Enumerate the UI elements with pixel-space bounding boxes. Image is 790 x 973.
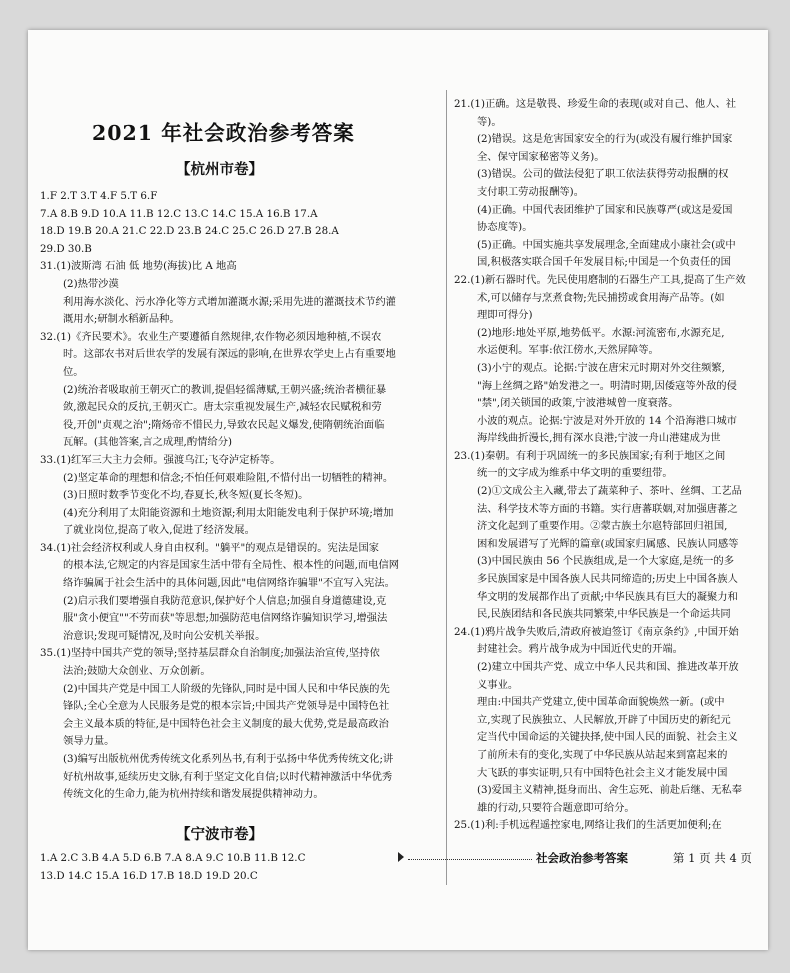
ningbo-answers <box>40 850 440 885</box>
answer-line: 服"贪小便宜""不劳而获"等思想;加强防范电信网络诈骗知识学习,增强法 <box>63 612 388 625</box>
answer-line: (2)热带沙漠 <box>63 277 119 290</box>
answer-line: (4)充分利用了太阳能资源和土地资源;利用太阳能发电利于保护环境;增加 <box>63 506 394 519</box>
answer-line: 瓦解。(其他答案,言之成理,酌情给分) <box>63 436 233 449</box>
answer-line: 法治;鼓励大众创业、万众创新。 <box>63 665 211 678</box>
answer-line: 水运便利。军事:依江傍水,天然屏障等。 <box>477 344 659 357</box>
answer-line: 32.(1)《齐民要术》。农业生产要遵循自然规律,农作物必须因地种植,不误农 <box>40 330 382 343</box>
section-hangzhou: 【杭州市卷】 <box>176 161 263 178</box>
answer-line: (2)①文成公主入藏,带去了蔬菜种子、茶叶、丝绸、工艺品 <box>477 485 742 498</box>
hangzhou-answers <box>40 188 440 804</box>
answer-line: 13.D 14.C 15.A 16.D 17.B 18.D 19.D 20.C <box>40 869 258 882</box>
answer-line: (2)坚定革命的理想和信念;不怕任何艰难险阻,不惜付出一切牺牲的精神。 <box>63 471 394 484</box>
answer-line: 的根本法,它规定的内容是国家生活中带有全局性、根本性的问题,而电信网 <box>63 559 400 572</box>
column-divider <box>446 90 447 885</box>
answer-line: 济文化起到了重要作用。②蒙古族土尔扈特部回归祖国, <box>477 520 728 533</box>
answer-line: 络诈骗属于社会生活中的具体问题,因此"电信网络诈骗罪"不宜写入宪法。 <box>63 577 395 590</box>
answer-line: 多民族国家是中国各族人民共同缔造的;历史上中国各族人 <box>477 573 738 586</box>
answer-line: 定当代中国命运的关键抉择,使中国人民的面貌、社会主义 <box>477 731 738 744</box>
answer-line: (4)正确。中国代表团维护了国家和民族尊严(或这是爱国 <box>477 203 733 216</box>
answer-line: 18.D 19.B 20.A 21.C 22.D 23.B 24.C 25.C 26.D 27.B 28.A <box>40 225 339 238</box>
answer-line: 统一的文字成为维系中华文明的重要纽带。 <box>477 467 673 480</box>
answer-sheet <box>28 30 768 950</box>
page-number: 第 1 页 共 4 页 <box>673 851 752 865</box>
answer-line: 民,民族团结和各民族共同繁荣,中华民族是一个命运共同 <box>477 608 731 621</box>
answer-line: 25.(1)利:手机远程遥控家电,网络让我们的生活更加便利;在 <box>454 819 722 832</box>
answer-line: 21.(1)正确。这是敬畏、珍爱生命的表现(或对自己、他人、社 <box>454 98 737 110</box>
answer-line: (3)爱国主义精神,挺身而出、舍生忘死、前赴后继、无私奉 <box>477 784 742 797</box>
answer-line: 雄的行动,只要符合题意即可给分。 <box>477 801 635 814</box>
answer-line: 1.F 2.T 3.T 4.F 5.T 6.F <box>40 190 158 202</box>
answer-line: 治意识;发现可疑情况,及时向公安机关举报。 <box>63 629 266 642</box>
answer-line: (3)日照时数季节变化不均,春夏长,秋冬短(夏长冬短)。 <box>63 489 309 502</box>
answer-line: 了就业岗位,提高了收入,促进了经济发展。 <box>63 524 255 537</box>
answer-line: 法、科学技术等方面的书籍。实行唐蕃联姻,对加强唐蕃之 <box>477 502 738 515</box>
answer-line: 敛,激起民众的反抗,王朝灭亡。唐太宗重视发展生产,减轻农民赋税和劳 <box>63 401 382 414</box>
page-footer <box>398 850 768 870</box>
answer-line: 大飞跃的事实证明,只有中国特色社会主义才能发展中国 <box>477 766 728 779</box>
answer-line: 传统文化的生命力,能为杭州持续和谐发展提供精神动力。 <box>63 788 324 801</box>
answer-line: 会主义最本质的特征,是中国特色社会主义制度的最大优势,党是最高政治 <box>63 717 389 730</box>
answer-line: 领导力量。 <box>63 735 115 748</box>
answer-line: 海岸线曲折漫长,拥有深水良港;宁波一舟山港建成为世 <box>477 432 721 445</box>
answer-line: (5)正确。中国实施共享发展理念,全面建成小康社会(或中 <box>477 238 736 251</box>
answer-line: 了前所未有的变化,实现了中华民族从站起来到富起来的 <box>477 748 728 761</box>
answer-line: 小波的观点。论据:宁波是对外开放的 14 个沿海港口城市 <box>477 414 737 427</box>
answer-line: 义事业。 <box>477 678 519 691</box>
answer-line: 锋队;全心全意为人民服务是党的根本宗旨;中国共产党领导是中国特色社 <box>63 700 390 713</box>
answer-line: 1.A 2.C 3.B 4.A 5.D 6.B 7.A 8.A 9.C 10.B 11.B 12.C <box>40 852 306 864</box>
answer-line: 支付职工劳动报酬等)。 <box>477 185 584 198</box>
answer-line: 理即可得分) <box>477 309 533 322</box>
answer-line: 立,实现了民族独立、人民解放,开辟了中国历史的新纪元 <box>477 713 731 726</box>
answer-line: (3)小宁的观点。论据:宁波在唐宋元时期对外交往频繁, <box>477 361 725 374</box>
answer-line: 困和发展谱写了光辉的篇章(或国家归属感、民族认同感等 <box>477 537 739 550</box>
arrow-right-icon <box>398 852 404 862</box>
answer-line: 利用海水淡化、污水净化等方式增加灌溉水源;采用先进的灌溉技术节约灌 <box>63 295 396 308</box>
answer-line: 全、保守国家秘密等义务)。 <box>477 150 605 163</box>
answer-line: (2)错误。这是危害国家安全的行为(或没有履行维护国家 <box>477 133 733 146</box>
answer-line: 时。这部农书对后世农学的发展有深远的影响,在世界农学史上占有重要地 <box>63 348 396 361</box>
answer-line: (2)中国共产党是中国工人阶级的先锋队,同时是中国人民和中华民族的先 <box>63 682 390 695</box>
answer-line: 国,积极落实联合国千年发展目标;中国是一个负责任的国 <box>477 256 731 269</box>
answer-line: 29.D 30.B <box>40 242 92 255</box>
answer-line: 35.(1)坚持中国共产党的领导;坚持基层群众自治制度;加强法治宣传,坚持依 <box>40 647 380 660</box>
answer-line: 华文明的发展都作出了贡献;中华民族具有巨大的凝聚力和 <box>477 590 738 603</box>
answer-line: (2)统治者吸取前王朝灭亡的教训,提倡轻徭薄赋,王朝兴盛;统治者横征暴 <box>63 383 387 396</box>
dotted-leader <box>408 859 532 860</box>
answer-line: 术,可以储存与烹煮食物;先民捕捞或食用海产品等。(如 <box>477 291 725 304</box>
answer-line: 34.(1)社会经济权利或人身自由权利。"躺平"的观点是错误的。宪法是国家 <box>40 541 380 554</box>
footer-title: 社会政治参考答案 <box>536 851 628 865</box>
answer-line: 22.(1)新石器时代。先民使用磨制的石器生产工具,提高了生产效 <box>454 273 746 286</box>
answer-line: 7.A 8.B 9.D 10.A 11.B 12.C 13.C 14.C 15.A 16.B 17.A <box>40 207 318 220</box>
answer-line: 等)。 <box>477 115 502 128</box>
answer-line: (3)错误。公司的做法侵犯了职工依法获得劳动报酬的权 <box>477 168 729 181</box>
section-ningbo: 【宁波市卷】 <box>176 826 263 843</box>
answer-line: 31.(1)波斯湾 石油 低 地势(海拔)比 A 地高 <box>40 260 237 273</box>
answer-line: 位。 <box>63 365 84 378</box>
answer-line: "禁",闭关锁国的政策,宁波港城曾一度衰落。 <box>477 397 679 410</box>
answer-line: (2)建立中国共产党、成立中华人民共和国、推进改革开放 <box>477 661 739 673</box>
answer-line: 23.(1)秦朝。有利于巩固统一的多民族国家;有利于地区之间 <box>454 449 726 462</box>
answer-line: 役,开创"贞观之治";隋炀帝不惜民力,导致农民起义爆发,使隋朝统治面临 <box>63 418 385 431</box>
answer-line: 24.(1)鸦片战争失败后,清政府被迫签订《南京条约》,中国开始 <box>454 625 739 638</box>
answer-line: (3)中国民族由 56 个民族组成,是一个大家庭,是统一的多 <box>477 555 735 568</box>
answer-line: (2)地形:地处平原,地势低平。水源:河流密布,水源充足, <box>477 326 725 339</box>
answer-line: 理由:中国共产党建立,使中国革命面貌焕然一新。(或中 <box>477 696 725 709</box>
answer-line: 好杭州故事,延续历史文脉,有利于坚定文化自信;以时代精神激活中华优秀 <box>63 770 393 783</box>
answer-line: "海上丝绸之路"始发港之一。明清时期,因倭寇等外敌的侵 <box>477 379 737 392</box>
page-title: 2021 年社会政治参考答案 <box>92 121 355 145</box>
answer-line: 33.(1)红军三大主力会师。强渡乌江;飞夺泸定桥等。 <box>40 453 281 466</box>
right-column-answers <box>454 96 768 835</box>
answer-line: 协态度等)。 <box>477 221 533 234</box>
answer-line: 溉用水;研制水稻新品种。 <box>63 313 180 326</box>
answer-line: 封建社会。鸦片战争成为中国近代史的开端。 <box>477 643 683 656</box>
answer-line: (2)启示我们要增强自我防范意识,保护好个人信息;加强自身道德建设,克 <box>63 594 387 607</box>
answer-line: (3)编写出版杭州优秀传统文化系列丛书,有利于弘扬中华优秀传统文化;讲 <box>63 753 394 765</box>
